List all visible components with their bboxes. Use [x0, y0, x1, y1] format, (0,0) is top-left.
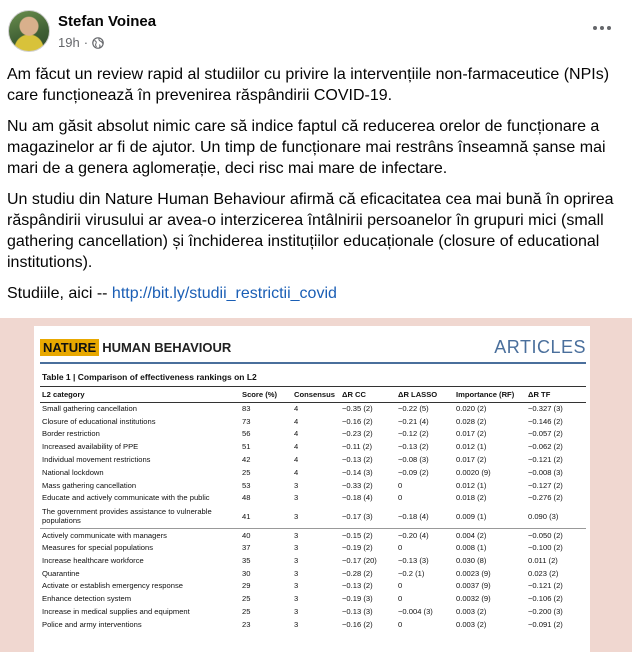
table-cell: Enhance detection system: [42, 594, 132, 604]
table-cell: The government provides assistance to vulnerable populations: [42, 507, 212, 526]
table-cell: 4: [294, 455, 299, 465]
table-cell: −0.16 (2): [342, 416, 373, 426]
table-cell: Measures for special populations: [42, 543, 154, 553]
table-row: [40, 605, 586, 618]
table-cell: 41: [242, 511, 251, 521]
table-cell: 0: [398, 594, 403, 604]
table-cell: 0.090 (3): [528, 511, 559, 521]
table-cell: 25: [242, 594, 251, 604]
table-cell: 0.018 (2): [456, 493, 487, 503]
post-body: [7, 64, 625, 314]
table-cell: 0.004 (2): [454, 528, 526, 541]
table-cell: 0: [398, 543, 403, 553]
table-cell: 51: [242, 442, 251, 452]
table-cell: −0.22 (5): [398, 404, 429, 414]
table-row: [40, 592, 586, 605]
table-cell: 3: [294, 555, 299, 565]
journal-name: [34, 339, 231, 356]
more-options-button[interactable]: [588, 18, 616, 38]
table-cell: Individual movement restrictions: [42, 455, 151, 465]
table-cell: −0.11 (2): [342, 442, 373, 452]
table-row: [40, 580, 586, 593]
table-cell: 30: [242, 568, 251, 578]
author-name[interactable]: Stefan Voinea: [58, 13, 157, 30]
table-cell: 0.023 (2): [528, 568, 559, 578]
post-image[interactable]: [0, 318, 632, 652]
table-cell: 3: [294, 607, 299, 617]
table-row: [40, 567, 586, 580]
table-cell: 0: [398, 480, 403, 490]
table-cell: Educate and actively communicate with the public: [42, 493, 210, 503]
table-cell: −0.13 (2): [342, 455, 373, 465]
table-cell: 3: [294, 543, 299, 553]
table-cell: 4: [294, 404, 299, 414]
col-header: L2 category: [40, 388, 240, 402]
table-cell: 3: [294, 594, 299, 604]
table-cell: −0.091 (2): [528, 619, 563, 629]
table-cell: −0.13 (3): [342, 607, 373, 617]
effectiveness-table: [40, 388, 586, 631]
table-cell: −0.17 (20): [342, 555, 377, 565]
table-cell: Small gathering cancellation: [42, 404, 137, 414]
section-label: ARTICLES: [494, 336, 586, 357]
table-row: [40, 528, 586, 541]
table-cell: −0.09 (2): [398, 467, 429, 477]
table-cell: 73: [242, 416, 251, 426]
table-cell: 0: [398, 619, 403, 629]
table-cell: −0.121 (2): [528, 581, 563, 591]
dot-icon: [593, 26, 597, 30]
table-cell: −0.13 (3): [398, 555, 429, 565]
table-cell: 29: [242, 581, 251, 591]
table-row: [40, 479, 586, 492]
table-cell: 4: [294, 467, 299, 477]
table-cell: −0.18 (4): [398, 511, 429, 521]
col-header: ΔR LASSO: [396, 388, 454, 402]
table-cell: Closure of educational institutions: [42, 416, 156, 426]
col-header: ΔR TF: [526, 388, 586, 402]
table-cell: −0.21 (4): [398, 416, 429, 426]
table-cell: 0.008 (1): [456, 543, 487, 553]
table-cell: 3: [294, 511, 299, 521]
table-cell: −0.19 (2): [342, 543, 373, 553]
table-cell: 0.012 (1): [456, 480, 487, 490]
table-cell: 3: [294, 619, 299, 629]
table-cell: 53: [242, 480, 251, 490]
table-cell: −0.13 (2): [398, 442, 429, 452]
col-header: Consensus: [292, 388, 340, 402]
table-cell: 0.003 (2): [456, 607, 487, 617]
table-cell: −0.14 (3): [342, 467, 373, 477]
table-cell: 0.011 (2): [528, 555, 558, 565]
table-cell: −0.17 (3): [342, 511, 373, 521]
table-cell: Mass gathering cancellation: [42, 480, 137, 490]
table-cell: 4: [294, 429, 299, 439]
table-cell: −0.200 (3): [528, 607, 563, 617]
table-cell: −0.13 (2): [342, 581, 373, 591]
table-cell: 0.017 (2): [456, 429, 487, 439]
col-header: ΔR CC: [340, 388, 396, 402]
table-cell: Actively communicate with managers: [40, 528, 240, 541]
table-cell: −0.19 (3): [342, 594, 373, 604]
table-cell: −0.15 (2): [340, 528, 396, 541]
table-cell: −0.276 (2): [528, 493, 563, 503]
table-cell: −0.33 (2): [342, 480, 373, 490]
journal-nature: NATURE: [40, 339, 99, 356]
post-paragraph: Un studiu din Nature Human Behaviour afirmă că eficacitatea cea mai bună în oprirea răspândirii virusului ar avea-o interzicerea întâlnirii persoanelor în grupuri mici (small gathering cancellation) și închiderea instituțiilor educaționale (closure of educational institutions).: [7, 191, 614, 271]
table-cell: 0.0032 (9): [456, 594, 491, 604]
table-cell: 3: [294, 493, 299, 503]
table-cell: Increase in medical supplies and equipment: [42, 607, 190, 617]
table-cell: 4: [294, 416, 299, 426]
table-cell: 56: [242, 429, 251, 439]
table-cell: −0.008 (3): [528, 467, 563, 477]
post-time[interactable]: 19h: [58, 35, 80, 50]
dot-icon: [600, 26, 604, 30]
table-cell: −0.127 (2): [528, 480, 563, 490]
table-cell: −0.23 (2): [342, 429, 373, 439]
table-cell: Police and army interventions: [42, 619, 142, 629]
table-cell: 0.0037 (9): [456, 581, 491, 591]
table-cell: 4: [294, 442, 299, 452]
table-cell: −0.050 (2): [526, 528, 586, 541]
table-cell: 35: [242, 555, 251, 565]
table-cell: 0.009 (1): [456, 511, 487, 521]
table-cell: −0.121 (2): [528, 455, 563, 465]
link-prefix: Studiile, aici --: [7, 285, 112, 302]
table-cell: −0.2 (1): [398, 568, 425, 578]
table-cell: 25: [242, 467, 251, 477]
table-cell: −0.28 (2): [342, 568, 373, 578]
table-body: [40, 402, 586, 631]
table-cell: 23: [242, 619, 251, 629]
table-cell: −0.35 (2): [342, 404, 373, 414]
table-cell: −0.08 (3): [398, 455, 429, 465]
journal-subtitle: HUMAN BEHAVIOUR: [102, 339, 232, 355]
post-paragraph: Nu am găsit absolut nimic care să indice faptul că reducerea orelor de funcționare a magazinelor ar fi de ajutor. Un timp de funcționare mai restrâns înseamnă șanse mai mari de a genera aglomerație, deci risc mai mare de infectare.: [7, 118, 606, 177]
journal-header: [34, 336, 590, 358]
table-cell: −0.12 (2): [398, 429, 429, 439]
table-cell: 37: [242, 543, 251, 553]
table-row: [40, 402, 586, 415]
table-cell: 0.003 (2): [456, 619, 487, 629]
table-row: [40, 618, 586, 631]
table-cell: 0: [398, 493, 403, 503]
table-cell: National lockdown: [42, 467, 104, 477]
table-cell: Border restriction: [42, 429, 100, 439]
header-divider: [40, 362, 586, 364]
table-cell: 48: [242, 493, 251, 503]
table-cell: −0.100 (2): [528, 543, 563, 553]
table-cell: 0.030 (8): [456, 555, 487, 565]
table-row: [40, 541, 586, 554]
table-cell: 42: [242, 455, 251, 465]
table-cell: Quarantine: [42, 568, 80, 578]
table-cell: −0.004 (3): [398, 607, 433, 617]
table-cell: 40: [240, 528, 292, 541]
table-row: [40, 554, 586, 567]
table-cell: 0.017 (2): [456, 455, 487, 465]
col-header: Score (%): [240, 388, 292, 402]
table-cell: 0: [398, 581, 403, 591]
table-cell: 83: [242, 404, 251, 414]
table-cell: 0.020 (2): [456, 404, 487, 414]
table-cell: 0.028 (2): [456, 416, 487, 426]
table-title-divider: [40, 386, 586, 387]
post-link-line: [7, 283, 625, 304]
table-cell: −0.146 (2): [528, 416, 563, 426]
meta-separator: ·: [83, 35, 89, 50]
table-cell: −0.062 (2): [528, 442, 563, 452]
paper-excerpt: [34, 326, 590, 652]
table-cell: 3: [294, 581, 299, 591]
dot-icon: [607, 26, 611, 30]
table-row: [40, 453, 586, 466]
table-cell: Increased availability of PPE: [42, 442, 139, 452]
table-row: [40, 504, 586, 528]
table-row: [40, 428, 586, 441]
col-header: Importance (RF): [454, 388, 526, 402]
table-cell: −0.16 (2): [342, 619, 373, 629]
table-cell: −0.327 (3): [528, 404, 563, 414]
table-cell: 25: [242, 607, 251, 617]
studies-link[interactable]: http://bit.ly/studii_restrictii_covid: [111, 285, 337, 302]
table-row: [40, 492, 586, 505]
table-cell: 3: [294, 480, 299, 490]
avatar[interactable]: [8, 10, 50, 52]
table-cell: 0.0020 (9): [456, 467, 491, 477]
post-header: [8, 10, 624, 56]
table-cell: 0.0023 (9): [456, 568, 491, 578]
globe-icon[interactable]: [92, 37, 104, 49]
table-row: [40, 466, 586, 479]
table-cell: −0.057 (2): [528, 429, 563, 439]
table-cell: Increase healthcare workforce: [42, 555, 144, 565]
table-title: Table 1 | Comparison of effectiveness rankings on L2: [42, 372, 257, 382]
table-cell: 0.012 (1): [456, 442, 487, 452]
table-cell: −0.20 (4): [396, 528, 454, 541]
post-paragraph: Am făcut un review rapid al studiilor cu privire la intervențiile non-farmaceutice (NPIs) care funcționează în prevenirea răspândirii COVID-19.: [7, 66, 610, 104]
table-cell: Activate or establish emergency response: [42, 581, 183, 591]
table-row: [40, 440, 586, 453]
table-cell: 3: [294, 568, 299, 578]
table-cell: 3: [292, 528, 340, 541]
table-row: [40, 415, 586, 428]
table-cell: −0.106 (2): [528, 594, 563, 604]
table-header-row: [40, 388, 586, 402]
post-meta: [58, 35, 104, 50]
table-cell: −0.18 (4): [342, 493, 373, 503]
